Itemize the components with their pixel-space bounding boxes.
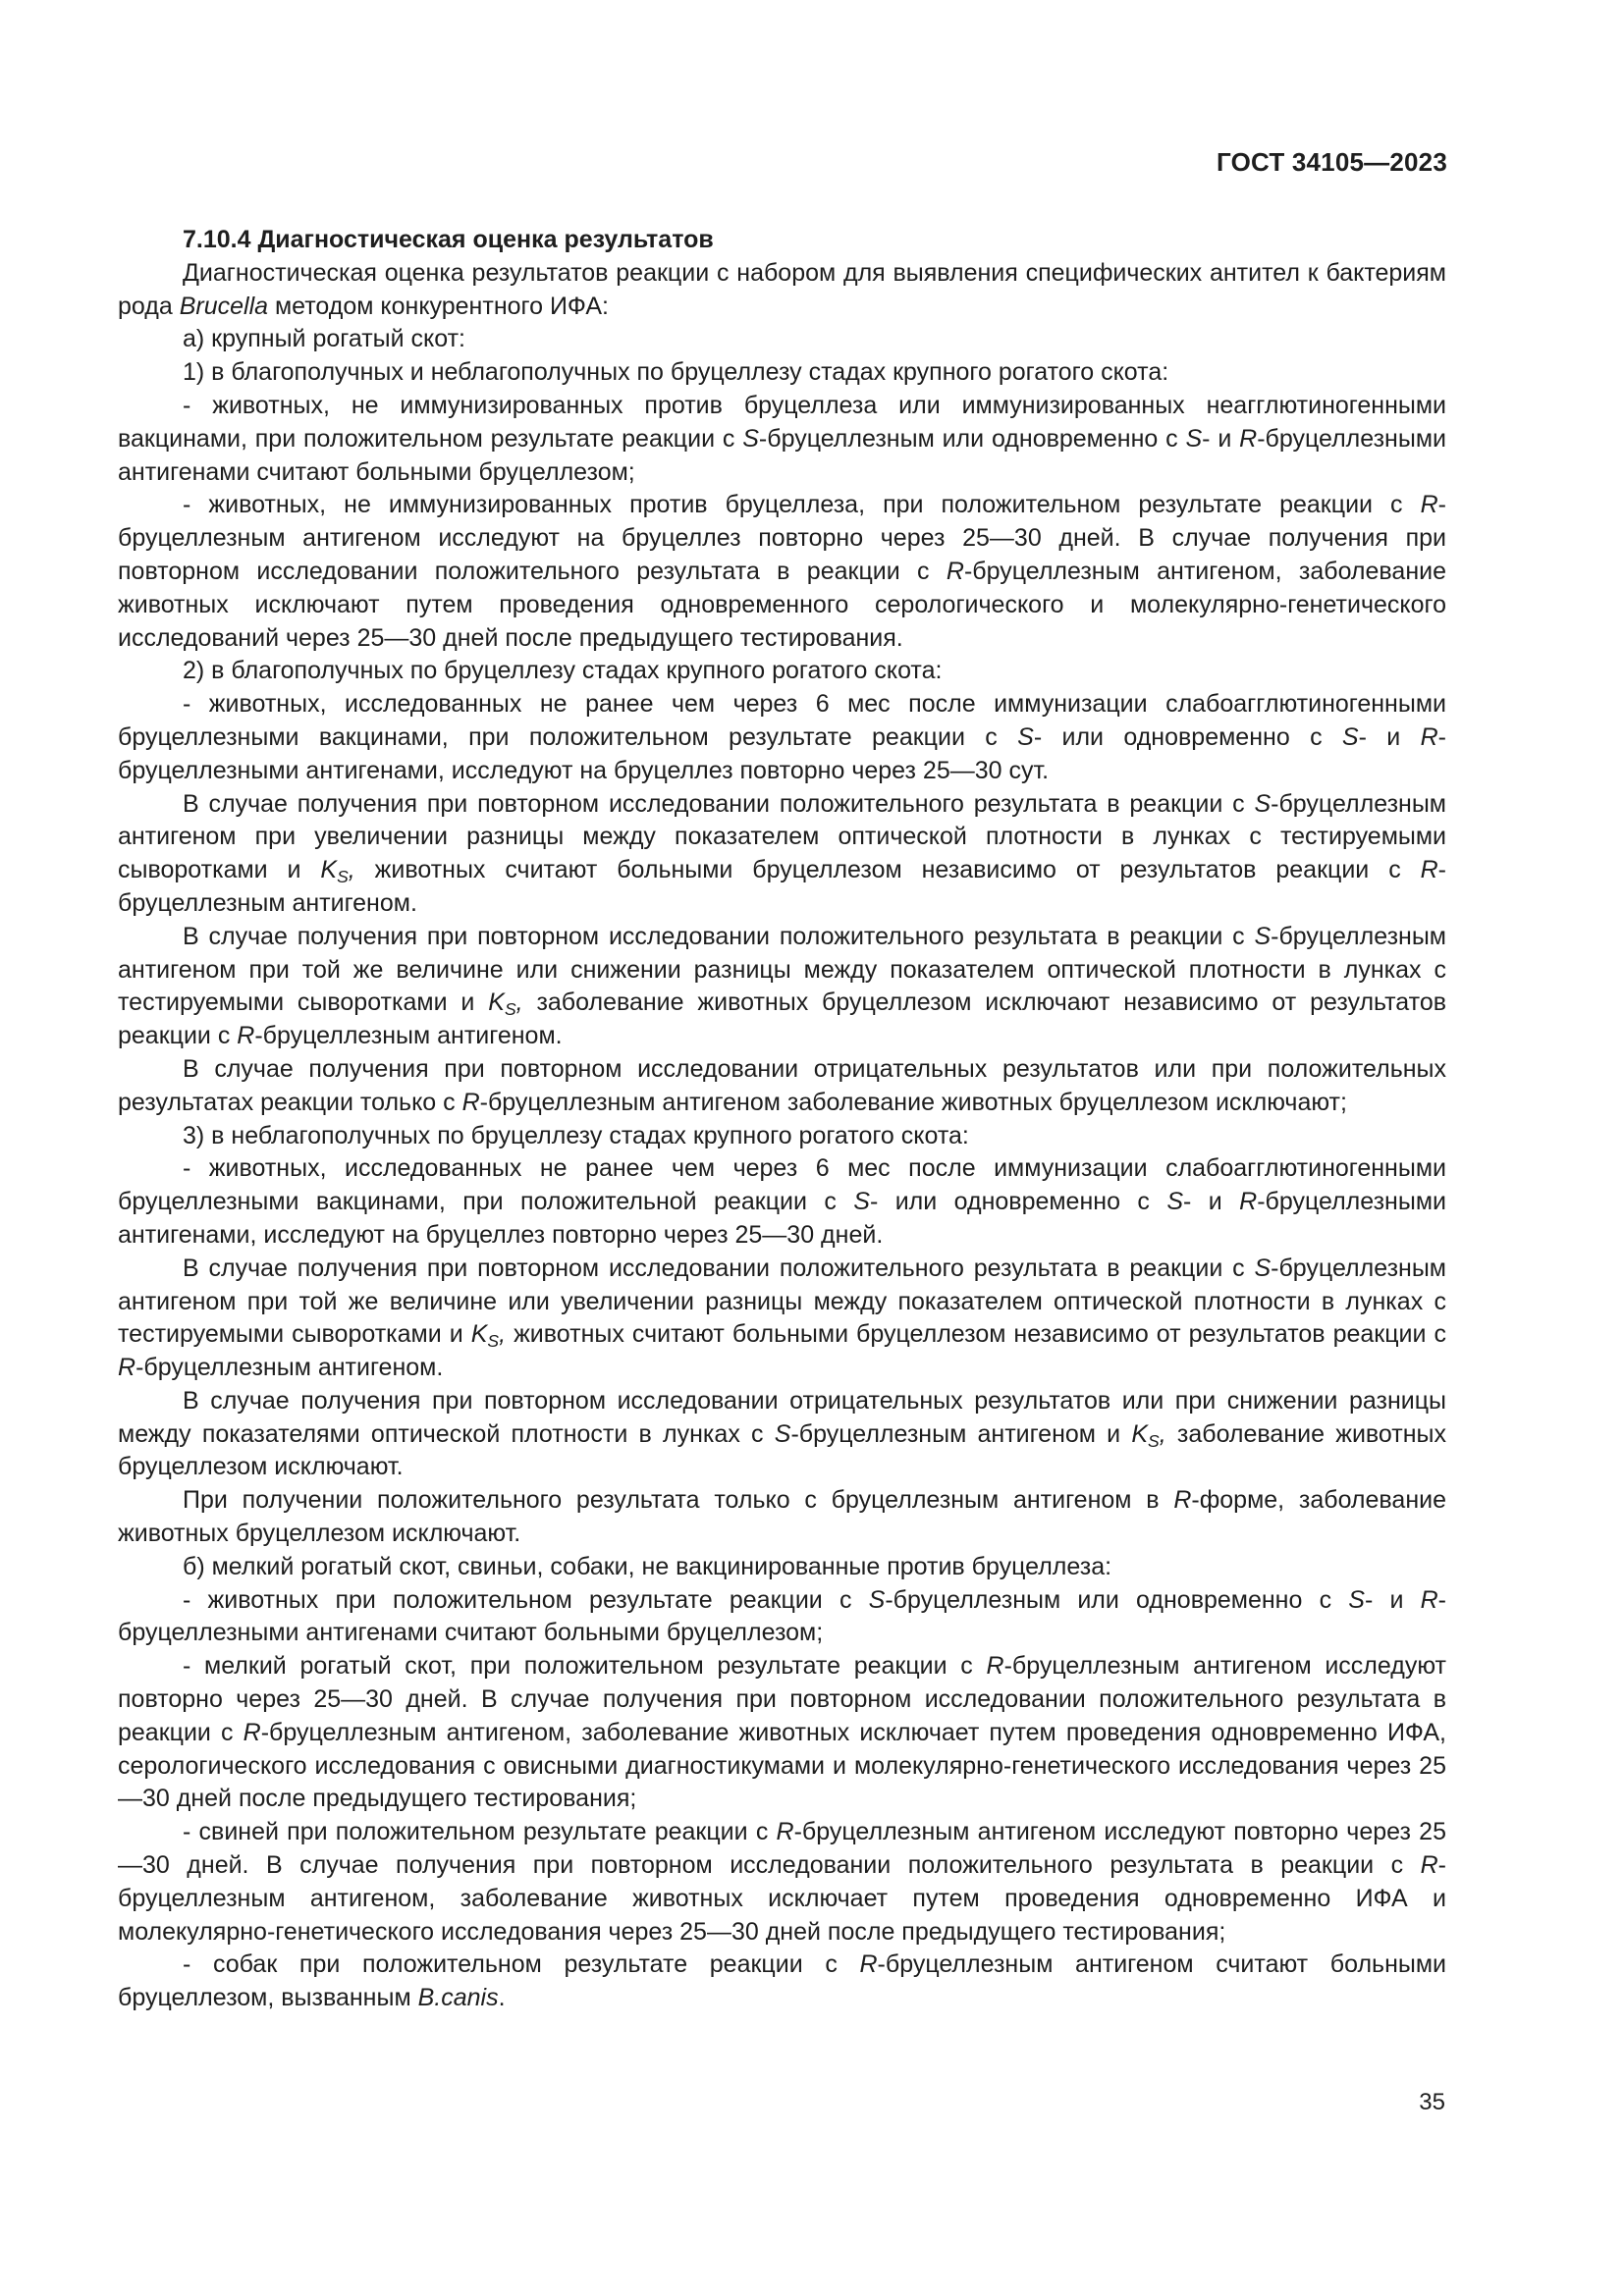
list-item: - животных, исследованных не ранее чем через 6 мес после иммунизации слабоагглютиногенными бруцеллезными вакцинами, при положительной реакции с S- или одновременно с S- и R-бруцеллезными антигенами, исследуют на бруцеллез повторно через 25—30 дней. <box>118 1154 1446 1249</box>
paragraph: При получении положительного результата только с бруцеллезным антигеном в R-форме, заболевание животных бруцеллезом исключают. <box>118 1486 1447 1548</box>
list-item: 3) в неблагополучных по бруцеллезу стадах крупного рогатого скота: <box>183 1121 969 1149</box>
list-item: 1) в благополучных и неблагополучных по бруцеллезу стадах крупного рогатого скота: <box>183 358 1169 387</box>
standard-code: ГОСТ 34105—2023 <box>1217 147 1447 177</box>
list-item: - животных, не иммунизированных против бруцеллеза или иммунизированных неагглютиногенными вакцинами, при положительном результате реакции с S-бруцеллезным или одновременно с S- и R-бруцеллезными антигенами считают больными бруцеллезом; <box>118 391 1446 486</box>
body-text <box>118 224 1446 2015</box>
list-item: б) мелкий рогатый скот, свиньи, собаки, не вакцинированные против бруцеллеза: <box>183 1552 1112 1580</box>
paragraph: Диагностическая оценка результатов реакции с набором для выявления специфических антител к бактериям рода Brucella методом конкурентного ИФА: <box>118 258 1446 320</box>
paragraph: В случае получения при повторном исследовании отрицательных результатов или при положительных результатах реакции только с R-бруцеллезным антигеном заболевание животных бруцеллезом исключают; <box>118 1054 1446 1116</box>
list-item: - собак при положительном результате реакции с R-бруцеллезным антигеном считают больными бруцеллезом, вызванным B.canis. <box>118 1950 1446 2012</box>
list-item: а) крупный рогатый скот: <box>183 325 465 353</box>
paragraph: В случае получения при повторном исследовании положительного результата в реакции с S-бруцеллезным антигеном при увеличении разницы между показателем оптической плотности в лунках с тестируемыми сыворотками и $K_S$, животных считают больными бруцеллезом независимо от результатов реакции с R-бруцеллезным антигеном. <box>118 789 1446 917</box>
page-number: 35 <box>1419 2089 1445 2115</box>
list-item: - животных, исследованных не ранее чем через 6 мес после иммунизации слабоагглютиногенными бруцеллезными вакцинами, при положительном результате реакции с S- или одновременно с S- и R-бруцеллезными антигенами, исследуют на бруцеллез повторно через 25—30 сут. <box>118 690 1446 784</box>
paragraph: В случае получения при повторном исследовании положительного результата в реакции с S-бруцеллезным антигеном при той же величине или снижении разницы между показателем оптической плотности в лунках с тестируемыми сыворотками и $K_S$, заболевание животных бруцеллезом исключают независимо от результатов реакции с R-бруцеллезным антигеном. <box>118 922 1446 1050</box>
list-item: 2) в благополучных по бруцеллезу стадах крупного рогатого скота: <box>183 657 943 685</box>
paragraph: В случае получения при повторном исследовании отрицательных результатов или при снижении разницы между показателями оптической плотности в лунках с S-бруцеллезным антигеном и $K_S$, заболевание животных бруцеллезом исключают. <box>118 1386 1446 1481</box>
paragraph: В случае получения при повторном исследовании положительного результата в реакции с S-бруцеллезным антигеном при той же величине или увеличении разницы между показателем оптической плотности в лунках с тестируемыми сыворотками и $K_S$, животных считают больными бруцеллезом независимо от результатов реакции с R-бруцеллезным антигеном. <box>118 1254 1446 1382</box>
list-item: - свиней при положительном результате реакции с R-бруцеллезным антигеном исследуют повторно через 25—30 дней. В случае получения при повторном исследовании положительного результата в реакции с R-бруцеллезным антигеном, заболевание животных исключает путем проведения одновременно ИФА и молекулярно-генетического исследования через 25—30 дней после предыдущего тестирования; <box>118 1818 1446 1946</box>
list-item: - животных, не иммунизированных против бруцеллеза, при положительном результате реакции с R-бруцеллезным антигеном исследуют на бруцеллез повторно через 25—30 дней. В случае получения при повторном исследовании положительного результата в реакции с R-бруцеллезным антигеном, заболевание животных исключают путем проведения одновременного серологического и молекулярно-генетического исследований через 25—30 дней после предыдущего тестирования. <box>118 491 1446 652</box>
list-item: - животных при положительном результате реакции с S-бруцеллезным или одновременно с S- и R-бруцеллезными антигенами считают больными бруцеллезом; <box>118 1585 1446 1647</box>
section-heading: 7.10.4 Диагностическая оценка результатов <box>183 226 714 253</box>
list-item: - мелкий рогатый скот, при положительном результате реакции с R-бруцеллезным антигеном исследуют повторно через 25—30 дней. В случае получения при повторном исследовании положительного результата в реакции с R-бруцеллезным антигеном, заболевание животных исключает путем проведения одновременно ИФА, серологического исследования с овисными диагностикумами и молекулярно-генетического исследования через 25—30 дней после предыдущего тестирования; <box>118 1652 1446 1813</box>
